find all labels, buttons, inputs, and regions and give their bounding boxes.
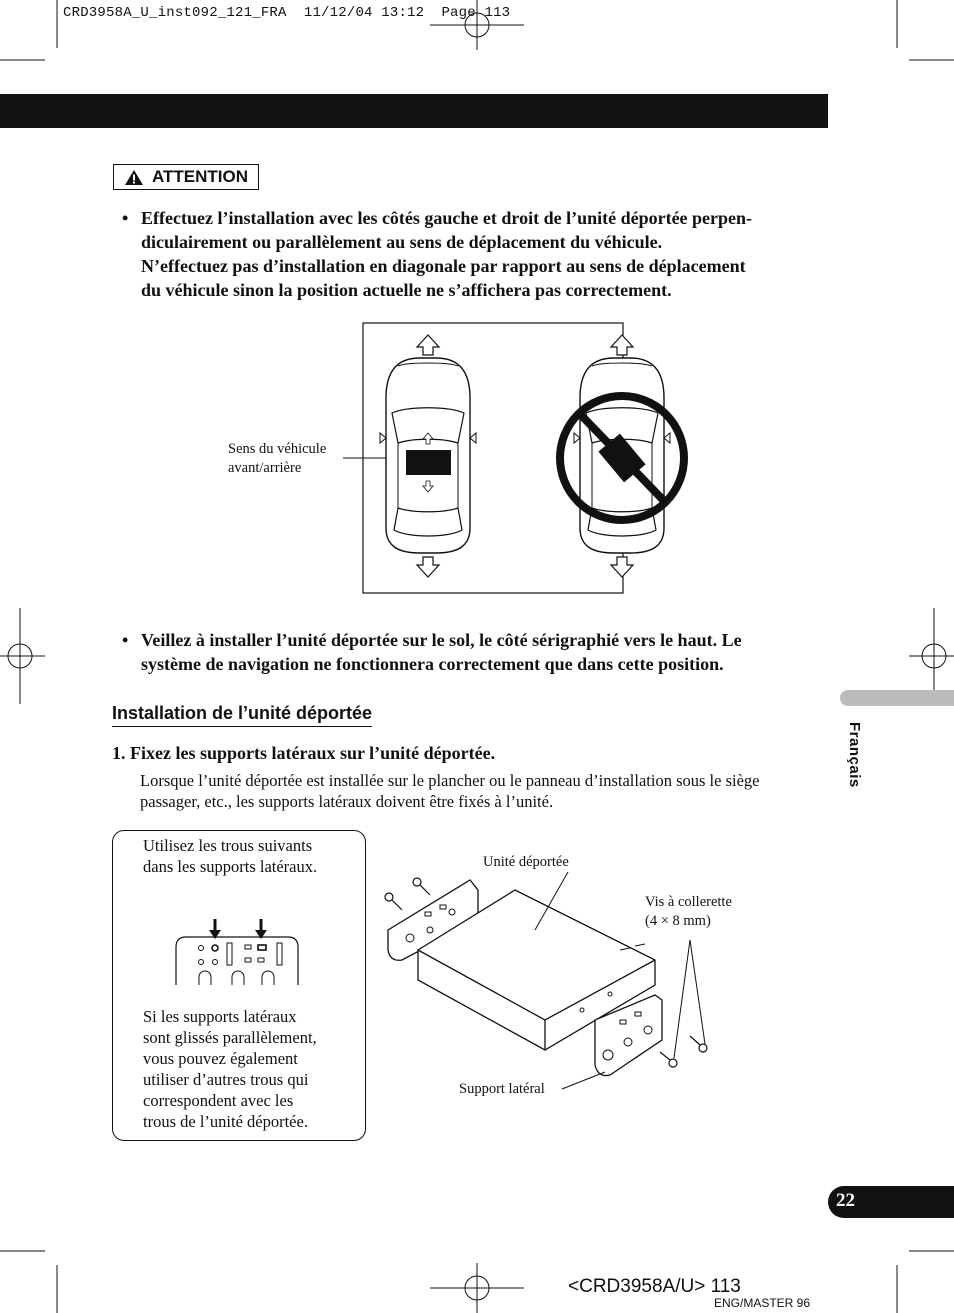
info-line: Si les supports latéraux bbox=[143, 1007, 297, 1026]
page-number-tab bbox=[828, 1186, 954, 1218]
bullet-line: du véhicule sinon la position actuelle ne s’affichera pas correctement. bbox=[141, 280, 672, 300]
step-title: 1. Fixez les supports latéraux sur l’unité déportée. bbox=[112, 743, 496, 763]
info-line: sont glissés parallèlement, bbox=[143, 1028, 317, 1047]
bullet-line: Effectuez l’installation avec les côtés gauche et droit de l’unité déportée perpen- bbox=[141, 208, 753, 228]
info-line: vous pouvez également bbox=[143, 1049, 298, 1068]
direction-label-line: Sens du véhicule bbox=[228, 441, 327, 457]
bullet-dot: • bbox=[122, 630, 129, 650]
screw-label-line: (4 × 8 mm) bbox=[645, 913, 711, 929]
bullet-line: N’effectuez pas d’installation en diagonale par rapport au sens de déplacement bbox=[141, 256, 746, 276]
bullet-line: Veillez à installer l’unité déportée sur le sol, le côté sérigraphié vers le haut. Le bbox=[141, 630, 742, 650]
screw-label bbox=[645, 893, 732, 931]
screw-label-line: Vis à collerette bbox=[645, 894, 732, 910]
language-label: Français bbox=[846, 722, 863, 788]
print-header: CRD3958A_U_inst092_121_FRA 11/12/04 13:12 Page 113 bbox=[63, 5, 511, 21]
info-line: correspondent avec les bbox=[143, 1091, 294, 1110]
footer-master: ENG/MASTER 96 bbox=[714, 1296, 811, 1310]
info-line: Utilisez les trous suivants bbox=[143, 836, 313, 855]
info-line: utiliser d’autres trous qui bbox=[143, 1070, 309, 1089]
bracket-label: Support latéral bbox=[459, 1081, 545, 1097]
bullet-line: diculairement ou parallèlement au sens de déplacement du véhicule. bbox=[141, 232, 663, 252]
page-number: 22 bbox=[836, 1190, 855, 1211]
info-line: trous de l’unité déportée. bbox=[143, 1112, 308, 1131]
language-tab bbox=[840, 690, 954, 706]
step-body: Lorsque l’unité déportée est installée sur le plancher ou le panneau d’installation sous le siège passager, etc., les supports latéraux doivent être fixés à l’unité. bbox=[140, 771, 760, 811]
attention-label: ATTENTION bbox=[151, 167, 248, 186]
bullet-line: système de navigation ne fonctionnera correctement que dans cette position. bbox=[141, 654, 724, 674]
direction-label-line: avant/arrière bbox=[228, 460, 302, 476]
footer-code: <CRD3958A/U> 113 bbox=[568, 1276, 741, 1297]
info-line: dans les supports latéraux. bbox=[143, 857, 318, 876]
unit-label: Unité déportée bbox=[483, 854, 569, 870]
section-title: Installation de l’unité déportée bbox=[112, 703, 372, 727]
bullet-dot: • bbox=[122, 208, 129, 228]
